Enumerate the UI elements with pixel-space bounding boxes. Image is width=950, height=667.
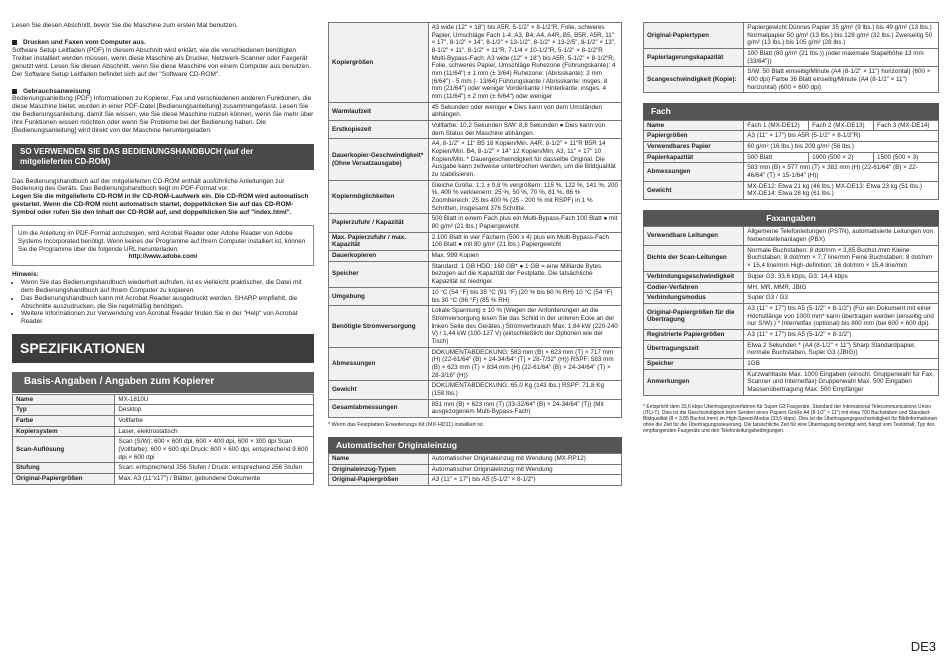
table-row xyxy=(644,245,939,271)
table-value-cell: 500 Blatt in einem Fach plus ein Multi-Bypass-Fach 100 Blatt ● mit 80 g/m² (21 lbs.) Papiergewicht xyxy=(428,214,621,232)
table-row xyxy=(13,463,314,474)
page-number: DE3 xyxy=(910,639,936,655)
bullet-square-icon xyxy=(12,40,17,45)
table-label-cell: Kopiermöglichkeiten xyxy=(329,180,429,214)
table-row xyxy=(329,23,622,103)
table-label-cell: Gesamtabmessungen xyxy=(329,399,429,417)
table-value-cell: DOKUMENTABDECKUNG: 65,0 Kg (143 lbs.) RSPF: 71,8 Kg (158 lbs.) xyxy=(428,381,621,399)
table-value-cell: Fach 2 (MX-DE13) xyxy=(809,120,874,131)
right-column xyxy=(643,22,939,434)
table-row xyxy=(329,180,622,214)
table-row xyxy=(329,214,622,232)
fax-section-bar: Faxangaben xyxy=(643,210,939,226)
table-value-cell: A3 (11" × 17") bis A5R (5-1/2" × 8-1/2"R) xyxy=(744,131,939,142)
table-label-cell: Papiergrößen xyxy=(644,131,744,142)
table-value-cell: 45 Sekunden oder weniger ● Dies kann von dem Umständen abhängen. xyxy=(428,102,621,120)
footnote: * Wenn das Festplatten Erweiterungs Kit (MX-HD11) installiert ist. xyxy=(328,421,485,428)
section-title: Drucken und Faxen vom Computer aus. xyxy=(23,38,146,46)
table-row xyxy=(644,131,939,142)
table-value-cell: Fach 3 (MX-DE14) xyxy=(874,120,939,131)
table-label-cell: Gewicht xyxy=(644,181,744,199)
table-row xyxy=(329,399,622,417)
table-label-cell: Kopiersystem xyxy=(13,426,115,437)
table-label-cell: Name xyxy=(13,394,115,405)
table-label-cell: Name xyxy=(644,120,744,131)
tray-section-bar: Fach xyxy=(643,103,939,119)
table-value-cell: Vollfarbe: 10,2 Sekunden S/W: 8,8 Sekunden ● Dies kann von dem Status der Maschine abhängen. xyxy=(428,121,621,139)
table-value-cell: Fach 1 (MX-DE12) xyxy=(744,120,809,131)
table-row xyxy=(329,464,622,475)
section-title: Gebrauchsanweisung xyxy=(23,87,91,95)
table-row xyxy=(644,303,939,329)
section-text: Bedienungsanleitung (PDF) Informationen zu Kopierer, Fax und verschiedenen anderen Funktionen, die diese Maschine bietet, wurden in einer PDF-Datei [Bedienungsanleitung] zusammengefasst. Lesen Sie die Bedienungsanleitung, damit Sie wissen, wie Sie diese Maschine nutzen können, wenn Sie mehr über ihre Funktionen wissen möchten oder wenn Sie Probleme bei der Bedienung haben. Die [Bedienungsanleitung] wird direkt von der Maschine heruntergeladen. xyxy=(12,95,314,135)
table-row xyxy=(329,139,622,180)
table-label-cell: Umgebung xyxy=(329,287,429,305)
table-label-cell: Verbindungsmodus xyxy=(644,293,744,304)
table-label-cell: Gewicht xyxy=(329,381,429,399)
table-row xyxy=(13,473,314,484)
table-value-cell: Max. 999 Kopien xyxy=(428,251,621,262)
table-row xyxy=(644,142,939,153)
table-row xyxy=(329,453,622,464)
table-row xyxy=(13,415,314,426)
spec-title-bar: SPEZIFIKATIONEN xyxy=(12,334,314,363)
table-value-cell: Automatischer Originaleinzug mit Wendung xyxy=(428,464,621,475)
cd-text: Das Bedienungshandbuch auf der mitgelieferten CD-ROM enthält ausführliche Anleitungen zur Bedienung des Geräts. Das Bedienungshandbuch liegt im PDF-Format vor. xyxy=(12,177,285,193)
table-label-cell: Papierzufuhr / Kapazität xyxy=(329,214,429,232)
table-row xyxy=(13,394,314,405)
table-label-cell: Original-Papiertypen xyxy=(644,23,744,49)
table-row xyxy=(329,261,622,287)
table-value-cell: Papiergewicht Dünnes Papier 35 g/m² (9 lbs.) bis 49 g/m² (13 lbs.) Normalpapier 50 g/m² (13 lbs.) bis 128 g/m² (32 lbs.) Zweiseitig 50 g/m² (13 lbs.) bis 105 g/m² (28 lbs.) xyxy=(744,23,939,49)
table-row xyxy=(329,102,622,120)
feeder-section-bar: Automatischer Originaleinzug xyxy=(328,437,622,453)
table-label-cell: Name xyxy=(329,453,429,464)
table-value-cell: Standard: 1 GB HDD: 160 GB* ● 1 GB = eine Milliarde Bytes bezogen auf die Kapazität der Festplatte. Die tatsächliche Kapazität ist niedriger. xyxy=(428,261,621,287)
table-label-cell: Abmessungen xyxy=(644,163,744,181)
table-row xyxy=(644,227,939,245)
table-label-cell: Papierlagerungskapazität xyxy=(644,49,744,67)
table-value-cell: Laser, elektrostatisch xyxy=(115,426,314,437)
table-label-cell: Dauerkopieren xyxy=(329,251,429,262)
table-row xyxy=(644,282,939,293)
table-value-cell: A3 wide (12" × 18") bis A5R, 5-1/2" × 8-1/2"R, Folie, schweres Papier, Umschläge Fach 1-4: A3, B4, A4, A4R, B5, B5R, A5R, 11" × 17", 8-1/2" × 14", 8-1/2" × 13-1/2", 8-1/2" × 13-2/5", 8-1/2" × 13", 8-1/2" × 11", 8-1/2" × 11"R, 7-1/4 × 10-1/2"R, 5-1/2" × 8-1/2"R Multi-Bypass-Fach: A3 wide (12" × 18") bis A5R, 5-1/2" × 8-1/2"R, Folie, schweres Papier, Umschläge Ruhezone (Führungskante): 4 mm (11/64") ± 1 mm (± 3/64) Ruhezone: (Abrisskante): 2 mm (6/64") - 5 mm (- 13/64) Führungskante / Abrisskante: insges. 8 mm (21/64") oder weniger Vorderkante / Hinterkante: insges. 4 mm (11/64") ± 2 mm (± 6/64") oder weniger xyxy=(428,23,621,103)
table-value-cell: 1000 (500 × 2) xyxy=(809,152,874,163)
table-value-cell: 100 Blatt (80 g/m² (21 lbs.)) (oder maximale Stapelhöhe 13 mm (33/64")) xyxy=(744,49,939,67)
basis-section-bar: Basis-Angaben / Angaben zum Kopierer xyxy=(12,372,314,392)
table-value-cell: Desktop xyxy=(115,405,314,416)
left-column xyxy=(12,22,314,485)
table-row xyxy=(329,475,622,486)
table-value-cell: Allgemeine Telefonleitungen (PSTN), automatisierte Leitungen von Nebenstellenanlagen (PBX) xyxy=(744,227,939,245)
table-value-cell: 583 mm (B) × 577 mm (T) × 382 mm (H) (22-61/64" (B) × 22-46/64" (T) × 15-1/64" (H)) xyxy=(744,163,939,181)
table-label-cell: Warmlaufzeit xyxy=(329,102,429,120)
table-row xyxy=(644,181,939,199)
table-row xyxy=(13,437,314,463)
table-value-cell: Scan (S/W): 600 × 600 dpi, 600 × 400 dpi, 600 × 300 dpi Scan (Vollfarbe): 600 × 600 dpi Druck: 600 × 600 dpi, entsprechend 9.600 dpi × 600 dpi xyxy=(115,437,314,463)
table-value-cell: A3 (11" × 17") bis A5 (5-1/2" × 8-1/2") xyxy=(428,475,621,486)
table-row xyxy=(329,251,622,262)
table-label-cell: Abmessungen xyxy=(329,347,429,381)
section-print-fax xyxy=(12,39,314,47)
feeder-table xyxy=(328,453,622,486)
table-row xyxy=(644,329,939,340)
table-row xyxy=(644,120,939,131)
cd-bold-text: Legen Sie die mitgelieferte CD-ROM in Ihr CD-ROM-Laufwerk ein. Die CD-ROM wird automatisch gestartet. Wenn die CD-ROM nicht automatisch startet, doppelklicken Sie auf das CD-ROM-Symbol oder rufen Sie den Inhalt der CD-ROM auf, und doppelklicken Sie auf "index.html". xyxy=(12,193,309,217)
table-value-cell: Max. A3 (11"x17") / Blätter, gebundene Dokumente xyxy=(115,473,314,484)
table-row xyxy=(329,381,622,399)
original-table xyxy=(643,22,939,93)
table-value-cell: Gleiche Größe: 1:1 ± 0,8 % vergrößern: 115 %, 122 %, 141 %, 200 %, 400 % verkleinern: 25 %, 50 %, 70 %, 81 %, 86 % Zoombereich: 25 bis 400 % (25 - 200 % mit RSPF) in 1 % Schritten, insgesamt 376 Schritte. xyxy=(428,180,621,214)
table-label-cell: Speicher xyxy=(644,358,744,369)
table-label-cell: Registrierte Papiergrößen xyxy=(644,329,744,340)
table-row xyxy=(329,347,622,381)
table-label-cell: Verbindungsgeschwindigkeit xyxy=(644,271,744,282)
table-label-cell: Erstkopiezeit xyxy=(329,121,429,139)
table-row xyxy=(644,163,939,181)
table-value-cell: Etwa 2 Sekunden * (A4 (8-1/2" × 11") Sharp Standardpapier, normale Buchstaben, Super G3 (JBIG)) xyxy=(744,340,939,358)
copier-spec-table xyxy=(328,22,622,418)
note-text: Um die Anleitung im PDF-Format anzuzeigen, wird Acrobat Reader oder Adobe Reader von Adobe Systems Incorporated benötigt. Wenn keines der Programme auf Ihrem Computer installiert ist, können Sie die Programme über die folgende URL herunterladen: xyxy=(18,230,306,253)
table-row xyxy=(644,49,939,67)
table-value-cell: Vollfarbe xyxy=(115,415,314,426)
table-value-cell: 2.100 Blatt in vier Fächern (500 x 4) plus ein Multi-Bypass-Fach 100 Blatt ● mit 80 g/m² (21 lbs.) Papiergewicht xyxy=(428,232,621,250)
table-value-cell: 851 mm (B) × 623 mm (T) (33-32/64" (B) × 24-34/64" (T)) (Mit ausgezogenem Multi-Bypass-Fach) xyxy=(428,399,621,417)
fax-footnote: * Entspricht dem 33,6 kbps Übertragungsverfahren für Super G3 Faxgeräte, Standard der International Telecommunications Union (ITU-T). Dies ist die Geschwindigkeit beim Senden eines Papiers Größe A4 (8-1/2" × 11") mit etwa 700 Buchstaben und Standard-Bildqualität (8 × 3,85 Buchst./mm) im High-Speed-Modus (33,6 kbps). Dies ist die Übertragungsgeschwindigkeit für Bildinformationen ohne die Zeit für die Übertragungssteuerung. Die tatsächliche Zeit für eine Übertragung benötigt wird, hängt vom Textinhalt, Typ des empfangenden Faxgeräts und den Telefonleitungsbedingungen. xyxy=(643,403,938,434)
table-row xyxy=(13,426,314,437)
table-value-cell: A4, 8-1/2" × 11" B5 18 Kopien/Min. A4R, 8-1/2" × 11"R B5R 14 Kopien/Min. B4, 8-1/2" × 14" 12 Kopien/Min. A3, 11" × 17" 10 Kopien/Min. * Dauergeschwindigkeit für dasselbe Original. Die Ausgabe kann zeitweise unterbrochen werden, um die Bildqualität zu stabilisieren. xyxy=(428,139,621,180)
table-label-cell: Verwendbare Leitungen xyxy=(644,227,744,245)
list-item: • Weitere Informationen zur Verwendung von Acrobat Reader finden Sie in der "Help" von Acrobat Reader. xyxy=(21,310,314,326)
fax-table xyxy=(643,226,939,395)
middle-column xyxy=(328,22,622,486)
table-value-cell: 1GB xyxy=(744,358,939,369)
table-row xyxy=(644,358,939,369)
table-row xyxy=(644,152,939,163)
table-label-cell: Original-Papiergrößen xyxy=(13,473,115,484)
table-label-cell: Übertragungszeit xyxy=(644,340,744,358)
table-row xyxy=(644,340,939,358)
table-label-cell: Originaleinzug-Typen xyxy=(329,464,429,475)
table-row xyxy=(13,405,314,416)
table-value-cell: Kurzwahltaste Max. 1000 Eingaben (einschl. Gruppenwahl für Fax, Scanner und Internetfax) Gruppenwahl Max. 500 Eingaben Massenübertragung Max. 500 Empfänger xyxy=(744,369,939,395)
table-value-cell: DOKUMENTABDECKUNG: 583 mm (B) × 623 mm (T) × 717 mm (H) (22-61/64" (B) × 24-34/64" (T) × 28-7/32" (H)) RSPF: 583 mm (B) × 623 mm (T) × 834 mm (H) (22-61/64" (B) × 24-34/64" (T) × 28-3/16" (H)) xyxy=(428,347,621,381)
list-item: • Wenn Sie das Bedienungshandbuch wiederholt aufrufen, ist es vielleicht praktischer, die Datei mit dem Bedienungshandbuch auf Ihrem Computer zu kopieren. xyxy=(21,279,314,295)
table-value-cell: A3 (11" × 17") bis A5 (5-1/2" × 8-1/2") xyxy=(744,329,939,340)
table-label-cell: Codier-Verfahren xyxy=(644,282,744,293)
table-row xyxy=(644,369,939,395)
table-label-cell: Dauerkopier-Geschwindigkeit* (Ohne Versatzausgabe) xyxy=(329,139,429,180)
table-value-cell: Super G3 / G3 xyxy=(744,293,939,304)
intro-text: Lesen Sie diesen Abschnitt, bevor Sie die Maschine zum ersten Mal benutzen. xyxy=(12,22,238,29)
table-value-cell: MX-DE12: Etwa 21 kg (46 lbs.) MX-DE13: Etwa 23 kg (51 lbs.) MX-DE14: Etwa 28 kg (61 lbs.) xyxy=(744,181,939,199)
table-label-cell: Dichte der Scan-Leitungen xyxy=(644,245,744,271)
table-row xyxy=(329,232,622,250)
adobe-url-link[interactable]: http://www.adobe.com/ xyxy=(128,253,198,261)
table-value-cell: 10 °C (54 °F) bis 35 °C (91 °F) (20 % bis 60 % RH) 10 °C (54 °F) bis 30 °C (86 °F) (85 % RH) xyxy=(428,287,621,305)
table-value-cell: MX-1810U xyxy=(115,394,314,405)
table-value-cell: 500 Blatt xyxy=(744,152,809,163)
section-text: Software Setup Leitfaden (PDF) In diesem Abschnitt wird erklärt, wie die verschiedenen benötigten Treiber installiert werden müssen, wenn diese Maschine als Drucker, Netzwerk-Scanner oder Faxgerät genutzt wird. Lesen Sie diesen Abschnitt, wenn Sie diese Maschine von einem Computer aus benutzen. Der Software Setup Leitfaden befindet sich auf der "Software CD-ROM". xyxy=(12,46,311,78)
tray-table xyxy=(643,120,939,200)
table-label-cell: Original-Papiergrößen für die Übertragung xyxy=(644,303,744,329)
table-label-cell: Papierkapazität xyxy=(644,152,744,163)
table-value-cell: 60 g/m² (16 lbs.) bis 209 g/m² (56 lbs.) xyxy=(744,142,939,153)
table-value-cell: A3 (11" × 17") bis A5 (5-1/2" × 8-1/2") (Für ein Dokument mit einer Höchstlänge von 1000 mm* kann übertragen werden (einseitig und nur S/W).) * Internetfax (optional) bis 800 mm (bei 600 × 600 dpi). xyxy=(744,303,939,329)
table-value-cell: Scan: entsprechend 256 Stufen / Druck: entsprechend 256 Stufen xyxy=(115,463,314,474)
cd-section-bar: SO VERWENDEN SIE DAS BEDIENUNGSHANDBUCH (auf der mitgelieferten CD-ROM) xyxy=(12,144,314,170)
list-item: • Das Bedienungshandbuch kann mit Acrobat Reader ausgedruckt werden. SHARP empfiehlt, die Abschnitte auszudrucken, die Sie regelmäßig benötigen. xyxy=(21,295,314,311)
table-label-cell: Scangeschwindigkeit (Kopie): xyxy=(644,67,744,93)
table-value-cell: Super G3: 33,6 kbps, G3: 14,4 kbps xyxy=(744,271,939,282)
hint-list xyxy=(12,279,314,327)
table-label-cell: Typ xyxy=(13,405,115,416)
table-value-cell: Lokale Spannung ± 10 % (Wegen der Anforderungen an die Stromversorgung lesen Sie das Schild in der unteren Ecke an der linken Seite des Gerätes.) Stromverbrauch Max. 1,84 kW (220-240 V) / 1,44 kW (100-127 V) (einschließlich der Optionen wie der Tisch) xyxy=(428,306,621,347)
table-value-cell: MH, MR, MMR, JBIG xyxy=(744,282,939,293)
table-label-cell: Kopiergrößen xyxy=(329,23,429,103)
table-value-cell: Normale Buchstaben: 8 dot/mm × 3,85 Buchst./mm Kleine Buchstaben: 8 dot/mm × 7,7 line/mm Feine Buchstaben: 8 dot/mm × 15,4 line/mm High-definition: 16 dot/mm × 15,4 line/mm xyxy=(744,245,939,271)
table-row xyxy=(644,271,939,282)
table-label-cell: Speicher xyxy=(329,261,429,287)
adobe-note-box xyxy=(12,225,314,266)
section-manual xyxy=(12,88,314,96)
table-label-cell: Max. Papierzufuhr / max. Kapazität xyxy=(329,232,429,250)
table-label-cell: Scan-Auflösung xyxy=(13,437,115,463)
table-label-cell: Stufung xyxy=(13,463,115,474)
table-row xyxy=(329,121,622,139)
hint-heading: Hinweis: xyxy=(12,270,39,278)
table-label-cell: Original-Papiergrößen xyxy=(329,475,429,486)
table-label-cell: Benötigte Stromversorgung xyxy=(329,306,429,347)
bullet-square-icon xyxy=(12,89,17,94)
basis-table xyxy=(12,394,314,485)
table-value-cell: 1500 (500 × 3) xyxy=(874,152,939,163)
table-row xyxy=(329,287,622,305)
table-label-cell: Verwendbares Papier xyxy=(644,142,744,153)
table-row xyxy=(644,293,939,304)
table-value-cell: S/W: 50 Blatt einseitig/Minute (A4 (8-1/2" × 11") horizontal) (600 × 400 dpi) Farbe 36 Blatt einseitig/Minute (A4 (8-1/2" × 11") horizontal) (600 × 600 dpi) xyxy=(744,67,939,93)
table-value-cell: Automatischer Originaleinzug mit Wendung (MX-RP12) xyxy=(428,453,621,464)
table-label-cell: Farbe xyxy=(13,415,115,426)
table-label-cell: Anmerkungen xyxy=(644,369,744,395)
table-row xyxy=(644,67,939,93)
table-row xyxy=(644,23,939,49)
table-row xyxy=(329,306,622,347)
